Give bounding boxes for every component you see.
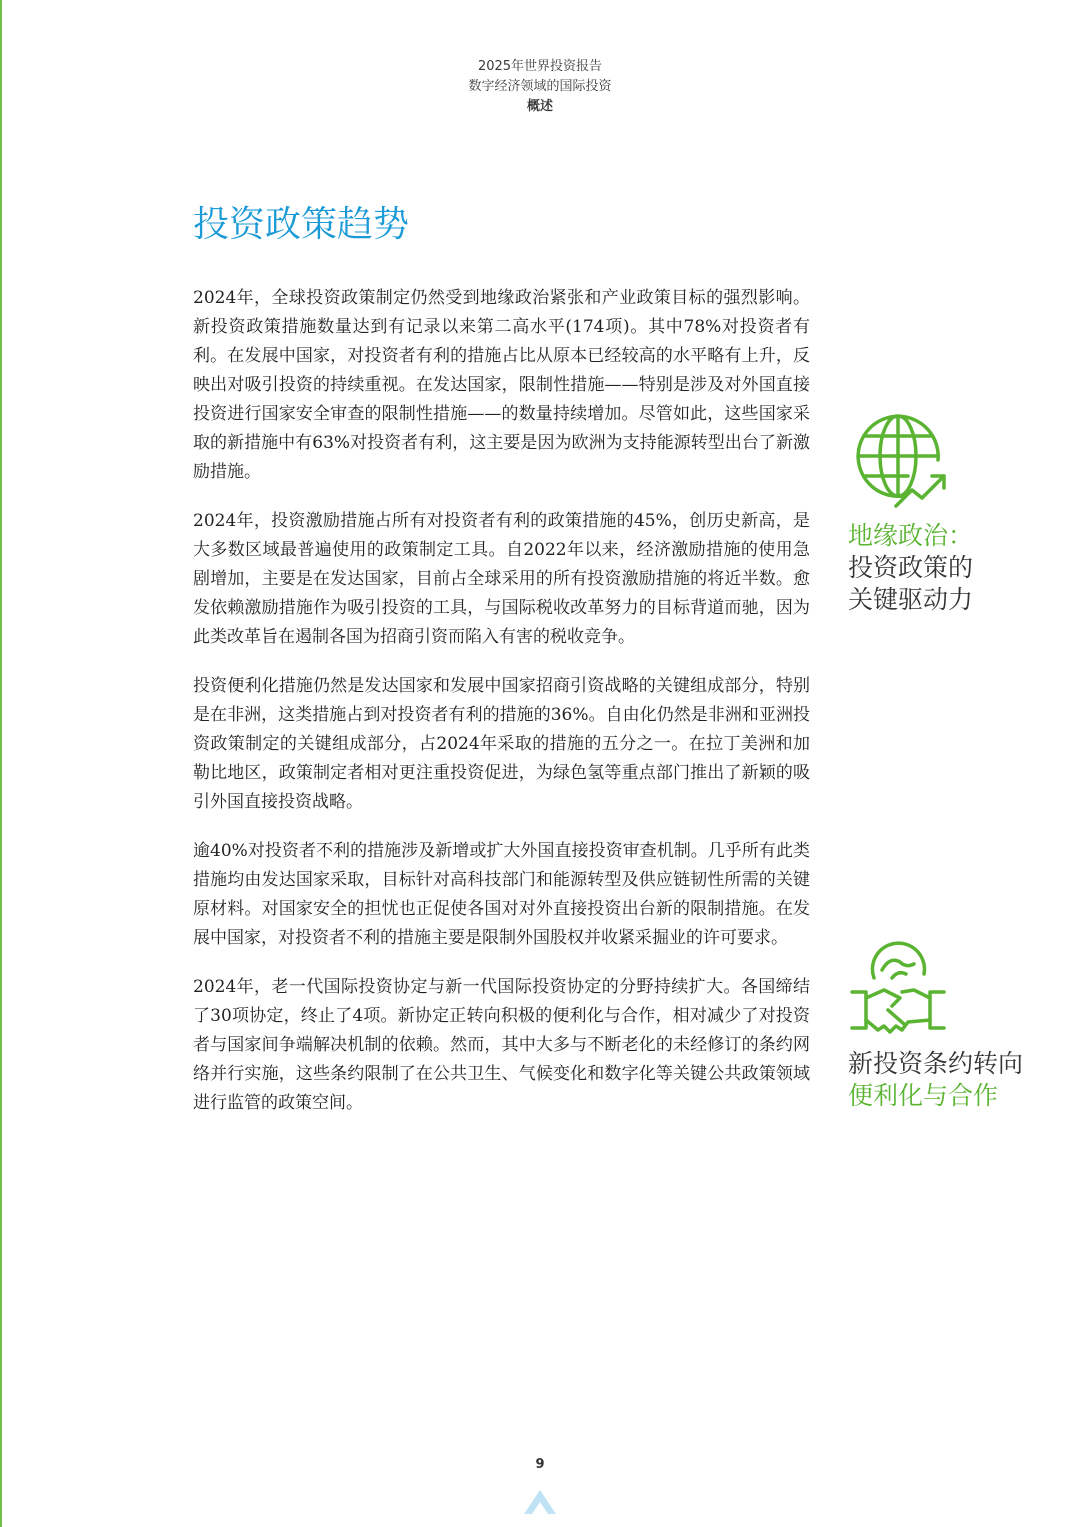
paragraph-2: 2024年，投资激励措施占所有对投资者有利的政策措施的45%，创历史新高，是大多数区域最普遍使用的政策制定工具。自2022年以来，经济激励措施的使用急剧增加，主要是在发达国家，目前占全球采用的所有投资激励措施的将近半数。愈发依赖激励措施作为吸引投资的工具，与国际税收改革努力的目标背道而驰，因为此类改革旨在遏制各国为招商引资而陷入有害的税收竞争。: [193, 511, 810, 647]
report-subtitle: 数字经济领域的国际投资: [468, 79, 612, 94]
paragraph-4: 逾40%对投资者不利的措施涉及新增或扩大外国直接投资审查机制。几乎所有此类措施均由发达国家采取，目标针对高科技部门和能源转型及供应链韧性所需的关键原材料。对国家安全的担忧也正促使各国对对外直接投资出台新的限制措施。在发展中国家，对投资者不利的措施主要是限制外国股权并收紧采掘业的许可要求。: [193, 841, 810, 948]
paragraph-5: 2024年，老一代国际投资协定与新一代国际投资协定的分野持续扩大。各国缔结了30项协定，终止了4项。新协定正转向积极的便利化与合作，相对减少了对投资者与国家间争端解决机制的依赖。然而，其中大多与不断老化的未经修订的条约网络并行实施，这些条约限制了在公共卫生、气候变化和数字化等关键公共政策领域进行监管的政策空间。: [193, 977, 810, 1113]
sidebar-caption-line: 新投资条约转向: [848, 1049, 1024, 1078]
left-margin-rule: [0, 0, 2, 1527]
section-label: 概述: [526, 99, 553, 114]
sidebar-callout-treaties: [848, 940, 1068, 1112]
sidebar-callout-geopolitics: [848, 410, 1068, 616]
body-text: [193, 284, 810, 1138]
chevron-up-icon[interactable]: [522, 1484, 558, 1518]
sidebar-caption-line: 关键驱动力: [848, 585, 974, 614]
globe-trend-icon: [848, 410, 948, 510]
paragraph-3: 投资便利化措施仍然是发达国家和发展中国家招商引资战略的关键组成部分，特别是在非洲，这类措施占到对投资者有利的措施的36%。自由化仍然是非洲和亚洲投资政策制定的关键组成部分，占2024年采取的措施的五分之一。在拉丁美洲和加勒比地区，政策制定者相对更注重投资促进，为绿色氢等重点部门推出了新颖的吸引外国直接投资战略。: [193, 676, 810, 812]
report-title: 2025年世界投资报告: [477, 59, 603, 74]
paragraph-1: 2024年，全球投资政策制定仍然受到地缘政治紧张和产业政策目标的强烈影响。新投资政策措施数量达到有记录以来第二高水平(174项)。其中78%对投资者有利。在发展中国家，对投资者有利的措施占比从原本已经较高的水平略有上升，反映出对吸引投资的持续重视。在发达国家，限制性措施——特别是涉及对外国直接投资进行国家安全审查的限制性措施——的数量持续增加。尽管如此，这些国家采取的新措施中有63%对投资者有利，这主要是因为欧洲为支持能源转型出台了新激励措施。: [193, 288, 810, 482]
page-title: 投资政策趋势: [193, 204, 410, 245]
sidebar-caption-line: 便利化与合作: [848, 1081, 999, 1110]
handshake-globe-icon: [848, 940, 948, 1040]
sidebar-caption-line: 投资政策的: [848, 553, 974, 582]
running-header: [0, 57, 1080, 117]
sidebar-caption-line: 地缘政治：: [848, 521, 974, 550]
page-number: 9: [535, 1457, 545, 1472]
